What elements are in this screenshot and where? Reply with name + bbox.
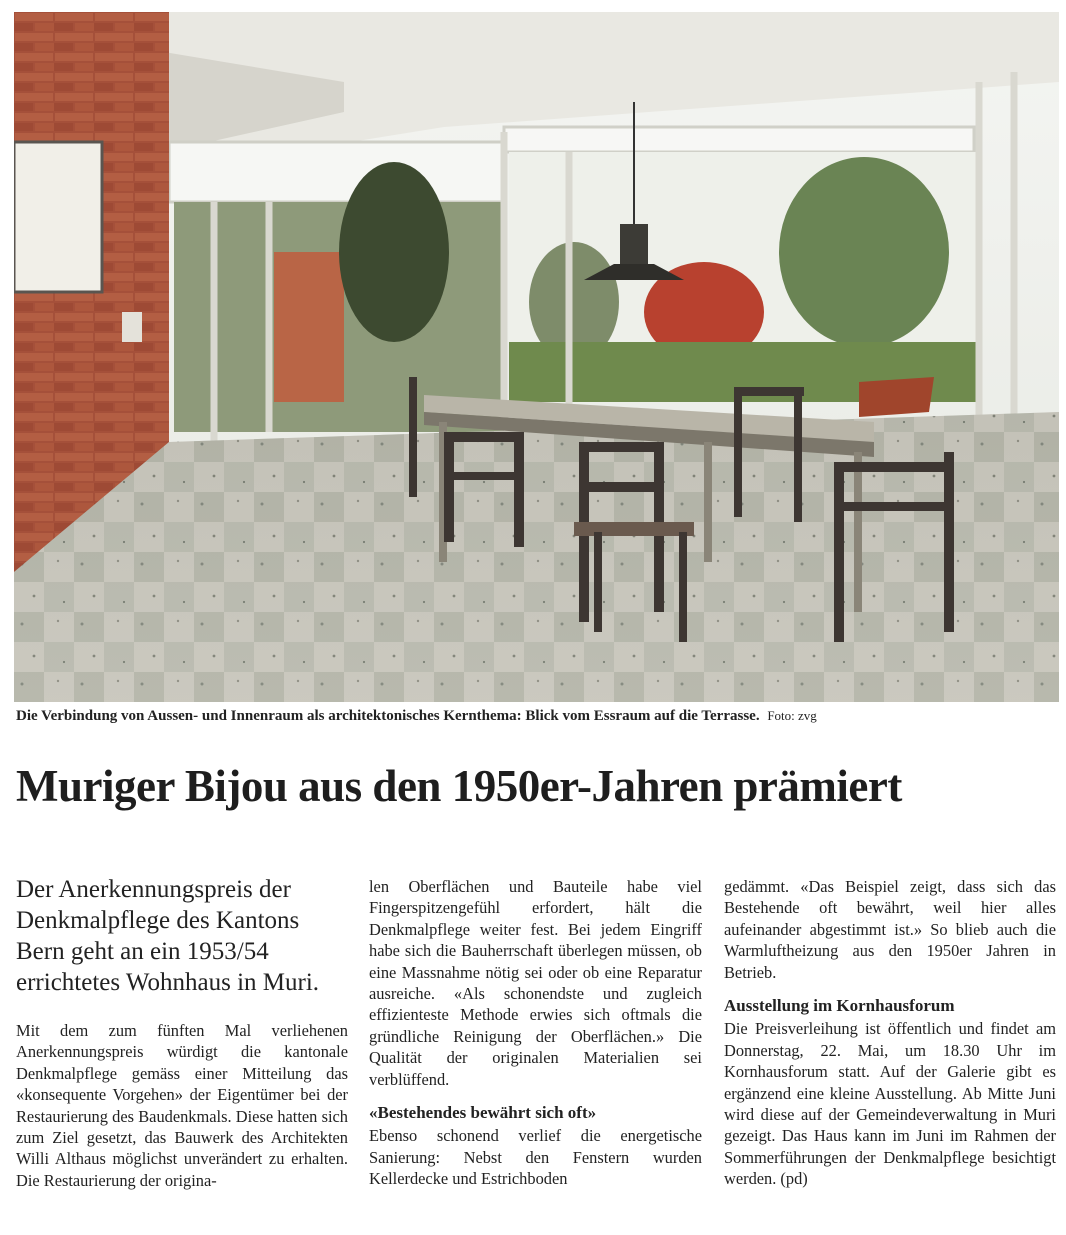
article-lead: Der Anerkennungspreis der Denkmalpflege des Kantons Bern geht an ein 1953/54 errichtetes Wohnhaus in Muri. <box>16 876 320 996</box>
subheading-1: «Bestehendes bewährt sich oft» <box>369 1103 597 1123</box>
caption-text: Die Verbindung von Aussen- und Innenraum als architektonisches Kernthema: Blick vom Essraum auf die Terrasse. <box>16 708 760 724</box>
body-paragraph-1-cont: len Oberflächen und Bauteile habe viel Fingerspitzengefühl erfordert, hält die Denkmalpflege weiter fest. Bei jedem Eingriff habe sich die Bauherrschaft überlegen müssen, ob eine Massnahme nötig sei oder ob eine Reparatur ausreiche. «Als schonendste und zugleich effizienteste Methode erwies sich oftmals die gründliche Reinigung der Oberflächen.» Die Qualität der originalen Materialien sei verblüffend. <box>369 877 702 1089</box>
body-paragraph-2: Ebenso schonend verlief die energetische Sanierung: Nebst den Fenstern wurden Kellerdecke und Estrichboden <box>369 1126 702 1189</box>
article-photo <box>14 12 1059 702</box>
body-paragraph-3: Die Preisverleihung ist öffentlich und findet am Donnerstag, 22. Mai, um 18.30 Uhr im Kornhausforum statt. Auf der Galerie gibt es ergänzend eine kleine Ausstellung. Ab Mitte Juni wird diese auf der Gemeindeverwaltung in Muri gezeigt. Das Haus kann im Juni im Rahmen der Sommerführungen der Denkmalpflege besichtigt werden. (pd) <box>724 1019 1056 1189</box>
article-headline: Muriger Bijou aus den 1950er-Jahren prämiert <box>16 761 902 811</box>
column-3 <box>724 876 1056 1190</box>
body-paragraph-2-cont: gedämmt. «Das Beispiel zeigt, dass sich das Bestehende oft bewährt, weil hier alles aufeinander abgestimmt ist.» So blieb auch die Warmluftheizung aus den 1950er Jahren in Betrieb. <box>724 877 1056 982</box>
subheading-2: Ausstellung im Kornhausforum <box>724 996 955 1016</box>
dining-room-photo <box>14 12 1059 702</box>
column-1 <box>16 874 348 1191</box>
photo-credit: Foto: zvg <box>767 708 817 723</box>
body-paragraph-1: Mit dem zum fünften Mal verliehenen Anerkennungspreis würdigt die kantonale Denkmalpflege gemäss einer Mitteilung das «konsequente Vorgehen» der Eigentümer bei der Restaurierung des Baudenkmals. Diese hatten sich zum Ziel gesetzt, das Bauwerk des Architekten Willi Althaus möglichst unverändert zu erhalten. Die Restaurierung der origina- <box>16 1021 348 1190</box>
photo-caption <box>16 708 1056 725</box>
column-2 <box>369 876 702 1190</box>
